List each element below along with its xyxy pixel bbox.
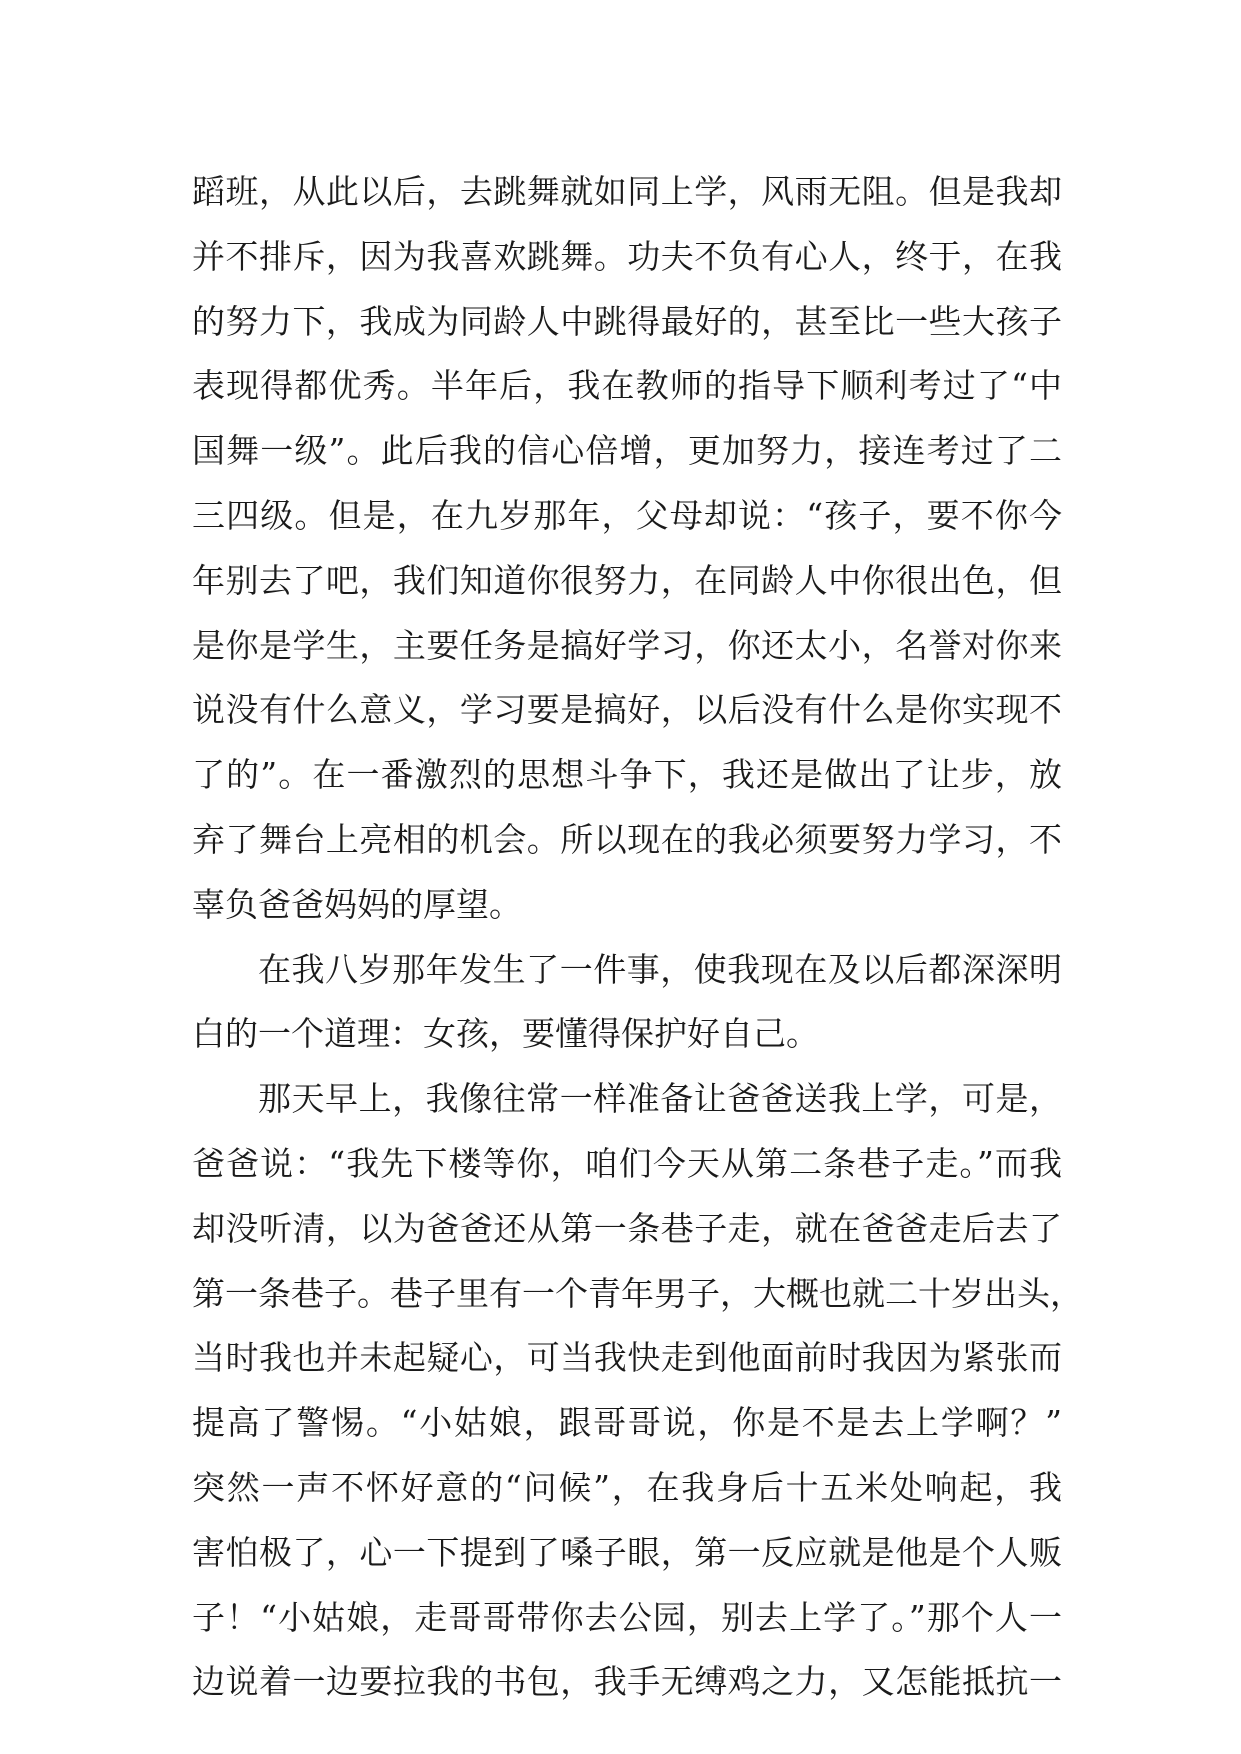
- text-line: 边说着一边要拉我的书包，我手无缚鸡之力，又怎能抵抗一: [192, 1662, 1062, 1702]
- text-line: 却没听清，以为爸爸还从第一条巷子走，就在爸爸走后去了: [192, 1208, 1062, 1248]
- body-text: [192, 160, 1083, 1715]
- text-line: 弃了舞台上亮相的机会。所以现在的我必须要努力学习，不: [192, 819, 1062, 859]
- text-line: 提高了警惕。“小姑娘，跟哥哥说，你是不是去上学啊？”: [192, 1403, 1062, 1443]
- text-line: 三四级。但是，在九岁那年，父母却说：“孩子，要不你今: [192, 495, 1062, 535]
- text-line: 国舞一级”。此后我的信心倍增，更加努力，接连考过了二: [192, 431, 1062, 471]
- text-line: 表现得都优秀。半年后，我在教师的指导下顺利考过了“中: [192, 366, 1062, 406]
- text-line: 突然一声不怀好意的“问候”，在我身后十五米处响起，我: [192, 1467, 1062, 1507]
- text-line: 害怕极了，心一下提到了嗓子眼，第一反应就是他是个人贩: [192, 1532, 1062, 1572]
- text-line: 辜负爸爸妈妈的厚望。: [192, 884, 522, 924]
- text-line: 子！“小姑娘，走哥哥带你去公园，别去上学了。”那个人一: [192, 1597, 1062, 1637]
- text-line: 在我八岁那年发生了一件事，使我现在及以后都深深明: [258, 949, 1062, 989]
- text-line: 年别去了吧，我们知道你很努力，在同龄人中你很出色，但: [192, 560, 1062, 600]
- text-line: 并不排斥，因为我喜欢跳舞。功夫不负有心人，终于，在我: [192, 236, 1062, 276]
- text-line: 的努力下，我成为同龄人中跳得最好的，甚至比一些大孩子: [192, 301, 1062, 341]
- text-line: 说没有什么意义，学习要是搞好，以后没有什么是你实现不: [192, 690, 1062, 730]
- text-line: 是你是学生，主要任务是搞好学习，你还太小，名誉对你来: [192, 625, 1062, 665]
- text-line: 蹈班，从此以后，去跳舞就如同上学，风雨无阻。但是我却: [192, 172, 1062, 211]
- text-line: 第一条巷子。巷子里有一个青年男子，大概也就二十岁出头，: [192, 1273, 1083, 1313]
- text-line: 当时我也并未起疑心，可当我快走到他面前时我因为紧张而: [192, 1338, 1062, 1378]
- text-line: 爸爸说：“我先下楼等你，咱们今天从第二条巷子走。”而我: [192, 1143, 1062, 1183]
- text-line: 那天早上，我像往常一样准备让爸爸送我上学，可是，: [258, 1079, 1062, 1119]
- text-line: 了的”。在一番激烈的思想斗争下，我还是做出了让步，放: [192, 755, 1062, 795]
- text-line: 白的一个道理：女孩，要懂得保护好自己。: [192, 1014, 819, 1054]
